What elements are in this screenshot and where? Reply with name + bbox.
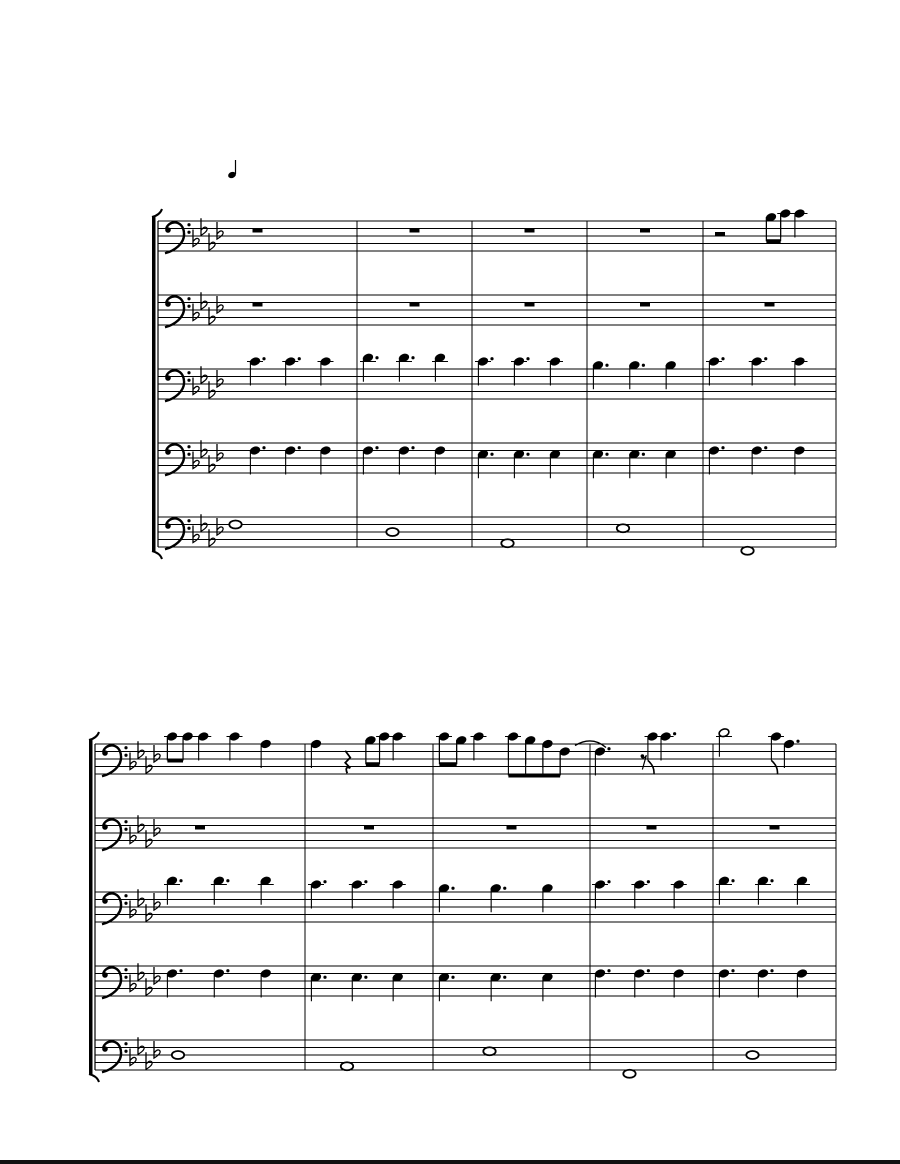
bass-clef-curve [165, 222, 184, 253]
augmentation-dot [262, 446, 265, 449]
whole-rest [640, 303, 650, 307]
augmentation-dot [731, 969, 734, 972]
note [310, 739, 322, 768]
augmentation-dot [607, 969, 610, 972]
system-2 [89, 728, 836, 1082]
bass-clef-icon [165, 444, 191, 475]
note [716, 876, 735, 905]
note [549, 449, 561, 478]
note [665, 449, 677, 478]
note [475, 356, 494, 385]
bass-clef-upper-dot [124, 746, 127, 749]
augmentation-dot [647, 880, 650, 883]
augmentation-dot [770, 879, 773, 882]
note [471, 731, 487, 760]
note [501, 539, 513, 547]
quarter-rest [345, 751, 350, 774]
note [592, 879, 611, 908]
note [477, 449, 494, 478]
note [792, 356, 808, 385]
note [249, 445, 266, 474]
staff-5 [95, 1037, 836, 1078]
bass-clef-dot [102, 898, 108, 904]
note [434, 445, 446, 474]
whole-notehead [501, 539, 513, 547]
augmentation-dot [607, 747, 610, 750]
augmentation-dot [451, 887, 454, 890]
note [755, 876, 774, 905]
note [164, 876, 183, 905]
note [318, 356, 334, 385]
note [438, 883, 455, 912]
bracket-bottom-hook [89, 1074, 99, 1082]
bass-clef-dot [165, 227, 171, 233]
note [633, 968, 650, 997]
whole-rest [410, 303, 420, 307]
note [658, 731, 677, 760]
augmentation-dot [721, 357, 724, 360]
augmentation-dot [323, 880, 326, 883]
bass-clef-icon [165, 296, 191, 327]
note [227, 731, 243, 760]
bass-clef-lower-dot [124, 976, 127, 979]
whole-notehead [229, 521, 241, 529]
staff-4 [158, 440, 836, 478]
bass-clef-curve [102, 819, 121, 850]
note [284, 445, 301, 474]
bass-clef-icon [165, 222, 191, 253]
note [623, 1070, 635, 1078]
note [594, 746, 611, 775]
whole-notehead [741, 547, 753, 555]
half-rest [715, 232, 725, 236]
note [746, 1051, 758, 1059]
note [783, 739, 800, 768]
note [260, 739, 272, 768]
bass-clef-icon [102, 819, 128, 850]
augmentation-dot [364, 976, 367, 979]
whole-rest [525, 229, 535, 233]
whole-rest [647, 826, 657, 830]
page-bottom-edge [0, 1160, 900, 1164]
note [617, 524, 629, 532]
augmentation-dot [490, 357, 493, 360]
note [592, 360, 609, 389]
note [768, 731, 784, 760]
note [751, 445, 768, 474]
note [392, 972, 404, 1001]
bass-clef-lower-dot [124, 754, 127, 757]
whole-rest [765, 303, 775, 307]
bracket-bottom-hook [152, 551, 162, 559]
augmentation-dot [375, 356, 378, 359]
eighth-flag [648, 761, 654, 775]
bass-clef-icon [165, 370, 191, 401]
note [390, 731, 406, 760]
whole-rest [364, 826, 374, 830]
augmentation-dot [764, 446, 767, 449]
note [247, 356, 266, 385]
bass-clef-dot [102, 824, 108, 830]
tempo-marking [227, 160, 237, 179]
eighth-flag [771, 761, 777, 775]
augmentation-dot [605, 364, 608, 367]
bass-clef-lower-dot [187, 527, 190, 530]
whole-rest [640, 229, 650, 233]
bass-clef-icon [102, 1041, 128, 1072]
note [282, 356, 301, 385]
augmentation-dot [375, 446, 378, 449]
augmentation-dot [526, 453, 529, 456]
bass-clef-curve [102, 1041, 121, 1072]
whole-rest [253, 303, 263, 307]
whole-rest [410, 229, 420, 233]
staff-2 [95, 815, 836, 850]
augmentation-dot [503, 976, 506, 979]
note [671, 879, 687, 908]
note [180, 731, 196, 760]
bass-clef-curve [102, 745, 121, 776]
whole-notehead [172, 1051, 184, 1059]
whole-notehead [386, 528, 398, 536]
bass-clef-lower-dot [124, 1050, 127, 1053]
bass-clef-curve [165, 518, 184, 549]
note [490, 883, 507, 912]
whole-notehead [623, 1070, 635, 1078]
augmentation-dot [526, 357, 529, 360]
augmentation-dot [503, 887, 506, 890]
bass-clef-dot [102, 972, 108, 978]
note [542, 883, 554, 912]
whole-notehead [341, 1062, 353, 1070]
note [511, 356, 530, 385]
augmentation-dot [179, 969, 182, 972]
bass-clef-curve [102, 967, 121, 998]
staff-1 [95, 728, 836, 777]
note [396, 353, 415, 382]
bass-clef-upper-dot [187, 371, 190, 374]
whole-notehead [746, 1051, 758, 1059]
note [483, 1047, 495, 1055]
augmentation-dot [721, 446, 724, 449]
augmentation-dot [490, 453, 493, 456]
bass-clef-lower-dot [187, 231, 190, 234]
note [490, 972, 507, 1001]
bass-clef-upper-dot [187, 297, 190, 300]
bass-clef-icon [165, 518, 191, 549]
note [547, 356, 563, 385]
staff-1 [158, 208, 836, 253]
augmentation-dot [298, 446, 301, 449]
note [172, 1051, 184, 1059]
staff-3 [95, 876, 836, 925]
note [631, 879, 650, 908]
augmentation-dot [607, 880, 610, 883]
note [665, 360, 677, 389]
note [645, 731, 661, 760]
note [794, 876, 810, 905]
augmentation-dot [770, 969, 773, 972]
note [390, 879, 406, 908]
whole-notehead [483, 1047, 495, 1055]
bass-clef-lower-dot [187, 453, 190, 456]
staff-3 [158, 353, 836, 402]
bass-clef-upper-dot [124, 820, 127, 823]
note [716, 728, 732, 757]
note [777, 208, 793, 237]
augmentation-dot [226, 969, 229, 972]
note [741, 547, 753, 555]
note [320, 445, 332, 474]
note [592, 449, 609, 478]
bass-clef-dot [165, 301, 171, 307]
bass-clef-dot [102, 1046, 108, 1052]
system-bracket [89, 740, 93, 1074]
note [229, 521, 241, 529]
note [438, 972, 455, 1001]
note [673, 968, 685, 997]
note [211, 876, 230, 905]
bass-clef-upper-dot [124, 1042, 127, 1045]
note [708, 445, 725, 474]
whole-rest [253, 229, 263, 233]
augmentation-dot [226, 879, 229, 882]
augmentation-dot [673, 732, 676, 735]
bass-clef-upper-dot [124, 894, 127, 897]
note [398, 445, 415, 474]
note [360, 353, 379, 382]
note [505, 731, 521, 760]
note [164, 731, 180, 760]
augmentation-dot [411, 356, 414, 359]
note [542, 972, 554, 1001]
eighth-rest [641, 755, 646, 769]
bass-clef-dot [165, 449, 171, 455]
note [628, 360, 645, 389]
note [513, 449, 530, 478]
note [718, 968, 735, 997]
augmentation-dot [179, 879, 182, 882]
augmentation-dot [642, 453, 645, 456]
note [706, 356, 725, 385]
whole-rest [195, 826, 205, 830]
staff-2 [158, 292, 836, 327]
augmentation-dot [298, 357, 301, 360]
bass-clef-lower-dot [187, 379, 190, 382]
note [794, 445, 806, 474]
bass-clef-icon [102, 745, 128, 776]
augmentation-dot [764, 357, 767, 360]
whole-rest [507, 826, 517, 830]
note [310, 972, 327, 1001]
bass-clef-icon [102, 967, 128, 998]
bass-clef-curve [165, 296, 184, 327]
note [594, 968, 611, 997]
note [213, 968, 230, 997]
note [376, 731, 392, 760]
augmentation-dot [647, 969, 650, 972]
whole-rest [525, 303, 535, 307]
bass-clef-icon [102, 893, 128, 924]
bracket-top-hook [89, 732, 99, 740]
augmentation-dot [323, 976, 326, 979]
bracket-top-hook [152, 209, 162, 217]
augmentation-dot [262, 357, 265, 360]
bass-clef-lower-dot [187, 305, 190, 308]
whole-notehead [617, 524, 629, 532]
bass-clef-upper-dot [187, 445, 190, 448]
bass-clef-dot [165, 375, 171, 381]
note [362, 445, 379, 474]
note [166, 968, 183, 997]
bass-clef-lower-dot [124, 828, 127, 831]
note [432, 353, 448, 382]
note [628, 449, 645, 478]
bass-clef-dot [102, 750, 108, 756]
note [351, 972, 368, 1001]
note [792, 208, 808, 237]
note [757, 968, 774, 997]
bass-clef-curve [165, 370, 184, 401]
system-1 [152, 208, 836, 559]
note [308, 879, 327, 908]
note [341, 1062, 353, 1070]
bass-clef-dot [165, 523, 171, 529]
system-bracket [152, 217, 156, 551]
whole-rest [770, 826, 780, 830]
bass-clef-upper-dot [124, 968, 127, 971]
staff-5 [158, 514, 836, 555]
note [796, 968, 808, 997]
bass-clef-curve [165, 444, 184, 475]
staff-4 [95, 963, 836, 1001]
augmentation-dot [642, 364, 645, 367]
augmentation-dot [796, 740, 799, 743]
note [260, 968, 272, 997]
augmentation-dot [364, 880, 367, 883]
bass-clef-upper-dot [187, 223, 190, 226]
note [258, 876, 274, 905]
note [349, 879, 368, 908]
note [386, 528, 398, 536]
augmentation-dot [605, 453, 608, 456]
bass-clef-upper-dot [187, 519, 190, 522]
augmentation-dot [731, 879, 734, 882]
bass-clef-curve [102, 893, 121, 924]
note [195, 731, 211, 760]
augmentation-dot [451, 976, 454, 979]
bass-clef-lower-dot [124, 902, 127, 905]
note [436, 731, 452, 760]
note [749, 356, 768, 385]
augmentation-dot [411, 446, 414, 449]
